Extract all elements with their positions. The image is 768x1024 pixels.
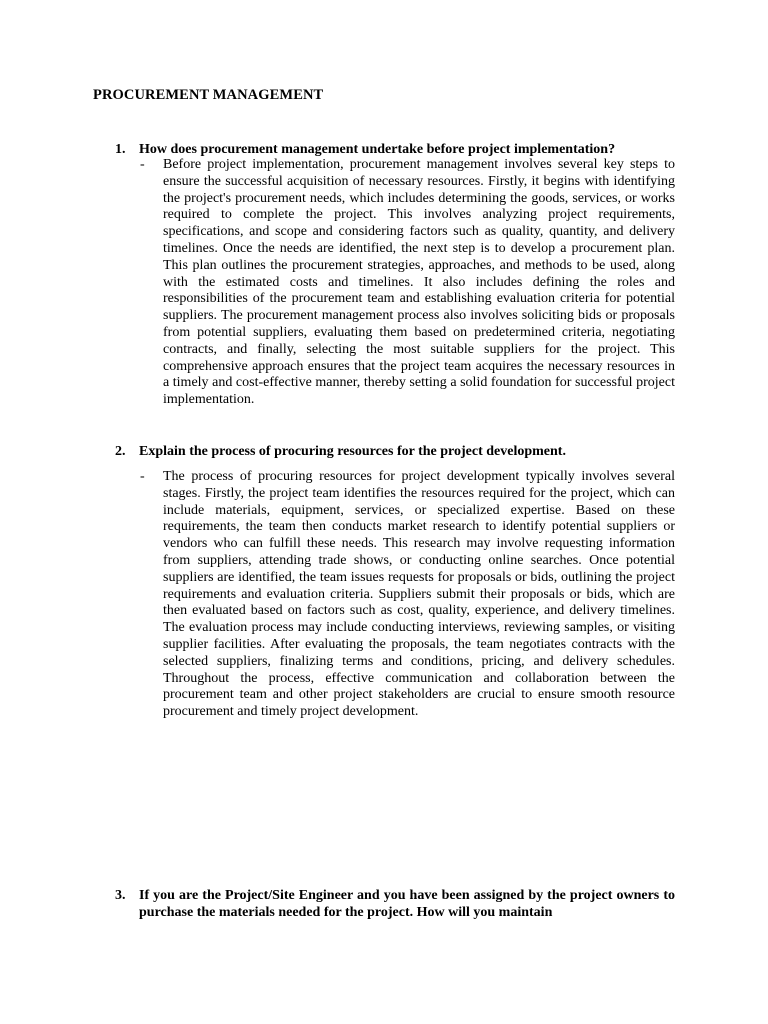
- question-number: 3.: [115, 888, 126, 903]
- question-1: [115, 141, 675, 158]
- answer-text: The process of procuring resources for project development typically involves several stages. Firstly, the project team identifies the resources required for the project, which can include materials, equipment, services, or specialized expertise. Based on these requirements, the team then conducts market research to identify potential suppliers or vendors who can fulfill these needs. This research may involve requesting information from suppliers, attending trade shows, or conducting online searches. Once potential suppliers are identified, the team issues requests for proposals or bids, outlining the project requirements and evaluation criteria. Suppliers submit their proposals or bids, which are then evaluated based on factors such as cost, quality, experience, and delivery timelines. The evaluation process may include conducting interviews, reviewing samples, or visiting supplier facilities. After evaluating the proposals, the team negotiates contracts with the selected suppliers, finalizing terms and conditions, pricing, and delivery schedules. Throughout the process, effective communication and collaboration between the procurement team and other project stakeholders are crucial to ensure smooth resource procurement and timely project development.: [163, 469, 675, 720]
- question-text: If you are the Project/Site Engineer and you have been assigned by the project owners to purchase the materials needed for the project. How will you maintain: [139, 888, 675, 920]
- question-number: 1.: [115, 142, 126, 157]
- bullet-dash: -: [140, 157, 145, 172]
- question-2: [115, 443, 675, 460]
- question-text: Explain the process of procuring resources for the project development.: [139, 444, 566, 459]
- question-text: How does procurement management undertake before project implementation?: [139, 142, 616, 157]
- bullet-dash: -: [140, 469, 145, 484]
- answer-2: [140, 469, 675, 721]
- page-title: PROCUREMENT MANAGEMENT: [93, 87, 324, 103]
- question-3: [115, 887, 675, 921]
- answer-1: [140, 157, 675, 409]
- question-number: 2.: [115, 444, 126, 459]
- answer-text: Before project implementation, procurement management involves several key steps to ensure the successful acquisition of necessary resources. Firstly, it begins with identifying the project's procurement needs, which includes determining the goods, services, or works required to complete the project. This involves analyzing project requirements, specifications, and scope and considering factors such as quality, quantity, and delivery timelines. Once the needs are identified, the next step is to develop a procurement plan. This plan outlines the procurement strategies, approaches, and methods to be used, along with the estimated costs and timelines. It also includes defining the roles and responsibilities of the procurement team and establishing evaluation criteria for potential suppliers. The procurement management process also involves soliciting bids or proposals from potential suppliers, evaluating them based on predetermined criteria, negotiating contracts, and finally, selecting the most suitable suppliers for the project. This comprehensive approach ensures that the project team acquires the necessary resources in a timely and cost-effective manner, thereby setting a solid foundation for successful project implementation.: [163, 157, 675, 408]
